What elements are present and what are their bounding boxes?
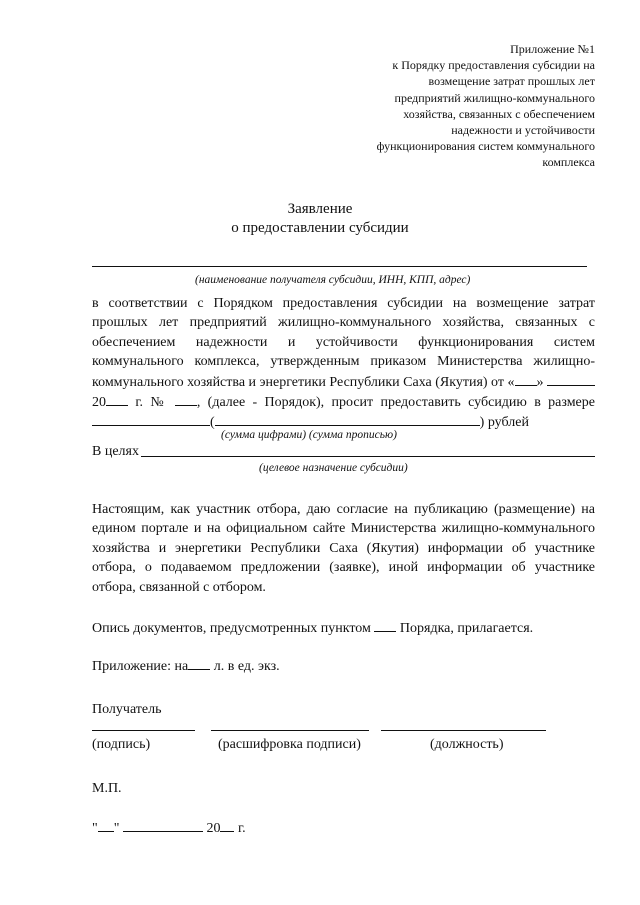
signature-decoding-caption: (расшифровка подписи) (218, 737, 361, 752)
year-blank (106, 392, 128, 406)
statement-text-1: в соответствии с Порядком предоставления субсидии на возмещение затрат прошлых лет предприятий жилищно-коммунального хозяйства, связанных с обеспечением надежности и устойчивости функционирования систем коммунального комплекса, утвержденным приказом Министерства жилищно-коммунального хозяйства и энергетики Республики Саха (Якутия) от « (92, 296, 595, 390)
sum-words-blank (215, 412, 480, 426)
goal-blank (141, 442, 595, 457)
title-line-1: Заявление (287, 201, 353, 217)
order-number-blank (175, 392, 197, 406)
document-title (0, 200, 640, 238)
opis-text-1: Опись документов, предусмотренных пунктом (92, 621, 375, 636)
date-quote-close: " (113, 821, 120, 836)
recipient-label: Получатель (92, 702, 162, 717)
stamp-place: М.П. (92, 781, 122, 796)
clause-number-blank (374, 618, 396, 632)
signature-blank (92, 730, 195, 731)
recipient-name-blank (92, 266, 587, 267)
appendix-line: надежности и устойчивости (451, 123, 595, 138)
date-quote-open: " (92, 821, 98, 836)
appendix-line: предприятий жилищно-коммунального (394, 90, 595, 105)
position-blank (381, 730, 546, 731)
appendix-line: комплекса (542, 155, 595, 170)
goal-row (92, 442, 595, 461)
appendix-line: возмещение затрат прошлых лет (428, 74, 595, 89)
statement-text-3: 20 (92, 395, 106, 411)
opis-text-2: Порядка, прилагается. (396, 621, 534, 636)
attachment-text-1: Приложение: на (92, 659, 189, 674)
statement-text-6: ( (210, 415, 215, 431)
attachment-text-2: л. в ед. экз. (210, 659, 280, 674)
statement-text-7: ) рублей (479, 415, 529, 431)
appendix-line: функционирования систем коммунального (376, 139, 595, 154)
documents-list-line (92, 618, 533, 638)
statement-text-2: » (536, 374, 548, 390)
date-year-blank (220, 818, 234, 832)
day-blank (515, 372, 537, 386)
sheets-count-blank (188, 656, 210, 670)
appendix-line: хозяйства, связанных с обеспечением (403, 106, 595, 121)
date-year-prefix: 20 (202, 821, 221, 836)
position-caption: (должность) (430, 737, 504, 752)
date-day-blank (98, 818, 114, 832)
statement-paragraph (92, 294, 595, 433)
consent-paragraph: Настоящим, как участник отбора, даю согласие на публикацию (размещение) на едином портале и на официальном сайте Министерства жилищно-коммунального хозяйства и энергетики Республики Саха (Якутия) информации об участнике отбора, о подаваемом предложении (заявке), иной информации об участнике отбора, связанной с отбором. (92, 502, 595, 595)
date-month-blank (123, 818, 203, 832)
goal-label: В целях (92, 444, 139, 459)
appendix-line: к Порядку предоставления субсидии на (392, 58, 595, 73)
recipient-caption: (наименование получателя субсидии, ИНН, КПП, адрес) (195, 274, 471, 286)
appendix-header (377, 41, 595, 171)
date-line (92, 818, 246, 838)
month-blank (547, 372, 595, 386)
sum-digits-blank (92, 412, 210, 426)
signature-decoding-blank (211, 730, 369, 731)
sum-caption: (сумма цифрами) (сумма прописью) (221, 429, 397, 441)
statement-text-4: г. № (128, 395, 175, 411)
statement-text-5: , (далее - Порядок), просит предоставить субсидию в размере (196, 395, 595, 411)
attachment-line (92, 656, 280, 676)
title-line-2: о предоставлении субсидии (231, 220, 409, 236)
signature-caption: (подпись) (92, 737, 151, 752)
goal-caption: (целевое назначение субсидии) (259, 462, 408, 474)
date-year-suffix: г. (234, 821, 246, 836)
appendix-line: Приложение №1 (510, 42, 595, 56)
